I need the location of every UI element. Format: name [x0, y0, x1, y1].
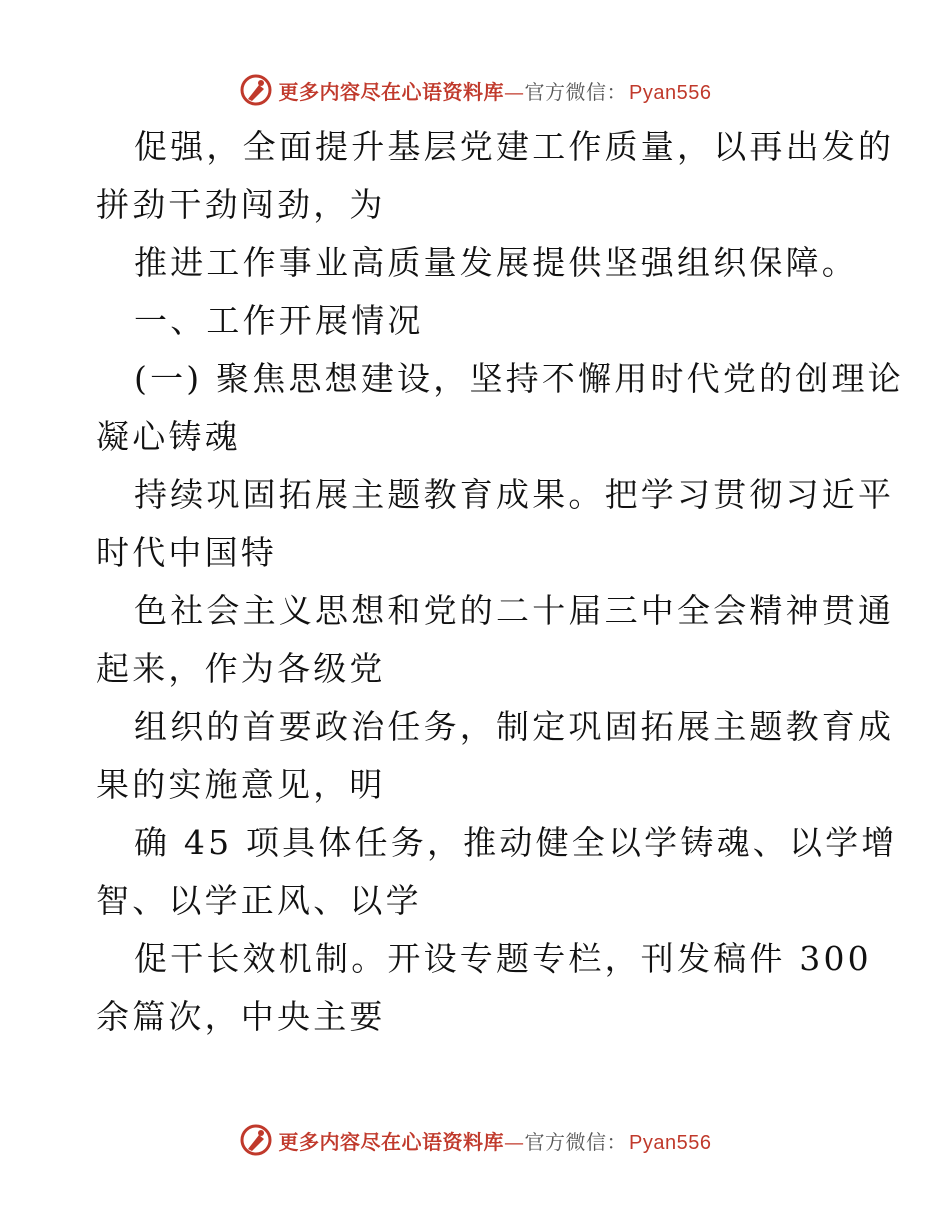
banner-site-name: 更多内容尽在心语资料库 [278, 1129, 505, 1154]
banner-wechat-label: 官方微信： [524, 79, 628, 104]
header-watermark-banner [0, 70, 950, 110]
paragraph-line: 促强，全面提升基层党建工作质量，以再出发的 [134, 127, 895, 166]
pen-nib-logo-icon [239, 1123, 273, 1157]
banner-wechat-id: Pyan556 [629, 81, 712, 104]
paragraph-line: 智、以学正风、以学 [96, 881, 422, 920]
pen-nib-logo-icon [239, 73, 273, 107]
paragraph-line: 促干长效机制。开设专题专栏，刊发稿件 300 [134, 939, 872, 978]
banner-text [279, 76, 712, 105]
section-heading: 一、工作开展情况 [134, 301, 424, 340]
paragraph-line: 持续巩固拓展主题教育成果。把学习贯彻习近平 [134, 475, 895, 514]
banner-separator: — [504, 79, 525, 104]
paragraph-line: 果的实施意见，明 [96, 765, 386, 804]
paragraph-line: 色社会主义思想和党的二十届三中全会精神贯通 [134, 591, 895, 630]
banner-wechat-label: 官方微信： [524, 1129, 628, 1154]
document-body [96, 118, 904, 1046]
paragraph-line: 余篇次，中央主要 [96, 997, 386, 1036]
banner-site-name: 更多内容尽在心语资料库 [278, 79, 505, 104]
paragraph-line: 拼劲干劲闯劲，为 [96, 185, 386, 224]
banner-separator: — [504, 1129, 525, 1154]
subsection-heading: (一) 聚焦思想建设，坚持不懈用时代党的创理论 [134, 359, 904, 398]
banner-wechat-id: Pyan556 [629, 1131, 712, 1154]
paragraph-line: 组织的首要政治任务，制定巩固拓展主题教育成 [134, 707, 895, 746]
paragraph-line: 时代中国特 [96, 533, 277, 572]
footer-watermark-banner [0, 1120, 950, 1160]
paragraph-line: 起来，作为各级党 [96, 649, 386, 688]
paragraph-line: 推进工作事业高质量发展提供坚强组织保障。 [134, 243, 858, 282]
paragraph-line: 确 45 项具体任务，推动健全以学铸魂、以学增 [134, 823, 898, 862]
subsection-heading-cont: 凝心铸魂 [96, 417, 241, 456]
banner-text [279, 1126, 712, 1155]
